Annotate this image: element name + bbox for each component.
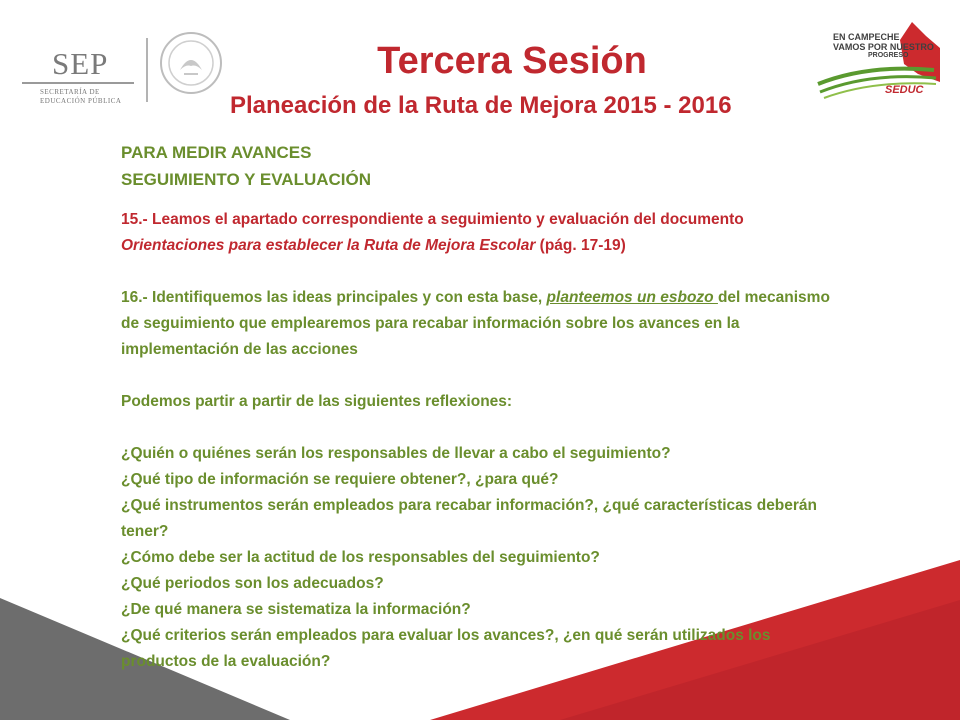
seduc-brand: SEDUC bbox=[885, 84, 924, 96]
item-16-underlined: planteemos un esbozo bbox=[546, 289, 718, 306]
campeche-logo-line-3: PROGRESO bbox=[868, 52, 909, 59]
item-15-lead: 15.- Leamos el apartado correspondiente a seguimiento y evaluación del documento bbox=[121, 211, 744, 228]
page-subtitle: Planeación de la Ruta de Mejora 2015 - 2016 bbox=[230, 92, 732, 119]
question-2: ¿Qué tipo de información se requiere obtener?, ¿para qué? bbox=[121, 471, 559, 488]
page-title: Tercera Sesión bbox=[377, 40, 647, 82]
sep-logo-word: SEP bbox=[52, 46, 109, 81]
campeche-logo-line-1: EN CAMPECHE bbox=[833, 32, 900, 42]
question-4: ¿Cómo debe ser la actitud de los responsables del seguimiento? bbox=[121, 549, 600, 566]
sep-logo-subtitle-2: EDUCACIÓN PÚBLICA bbox=[40, 97, 122, 105]
item-16 bbox=[121, 285, 847, 363]
question-5: ¿Qué periodos son los adecuados? bbox=[121, 575, 384, 592]
section-heading-1: PARA MEDIR AVANCES bbox=[121, 143, 312, 162]
item-15-tail: (pág. 17-19) bbox=[535, 237, 626, 254]
item-15 bbox=[121, 207, 847, 259]
slide-body bbox=[121, 207, 847, 675]
item-16-lead: 16.- Identifiquemos las ideas principales y con esta base, bbox=[121, 289, 547, 306]
item-16-tail: del mecanismo de seguimiento que emplearemos para recabar información sobre los avances en la implementación de las acciones bbox=[121, 289, 830, 358]
question-3: ¿Qué instrumentos serán empleados para recabar información?, ¿qué características deberán tener? bbox=[121, 497, 818, 540]
reflexiones-intro: Podemos partir a partir de las siguientes reflexiones: bbox=[121, 393, 513, 410]
item-15-doc-title: Orientaciones para establecer la Ruta de Mejora Escolar bbox=[121, 237, 536, 254]
question-6: ¿De qué manera se sistematiza la información? bbox=[121, 601, 471, 618]
section-heading-2: SEGUIMIENTO Y EVALUACIÓN bbox=[121, 170, 372, 189]
question-1: ¿Quién o quiénes serán los responsables de llevar a cabo el seguimiento? bbox=[121, 445, 671, 462]
sep-logo-subtitle-1: SECRETARÍA DE bbox=[40, 88, 100, 96]
campeche-logo-line-2: VAMOS POR NUESTRO bbox=[833, 42, 934, 52]
question-7: ¿Qué criterios serán empleados para evaluar los avances?, ¿en qué serán utilizados los productos de la evaluación? bbox=[121, 627, 771, 670]
